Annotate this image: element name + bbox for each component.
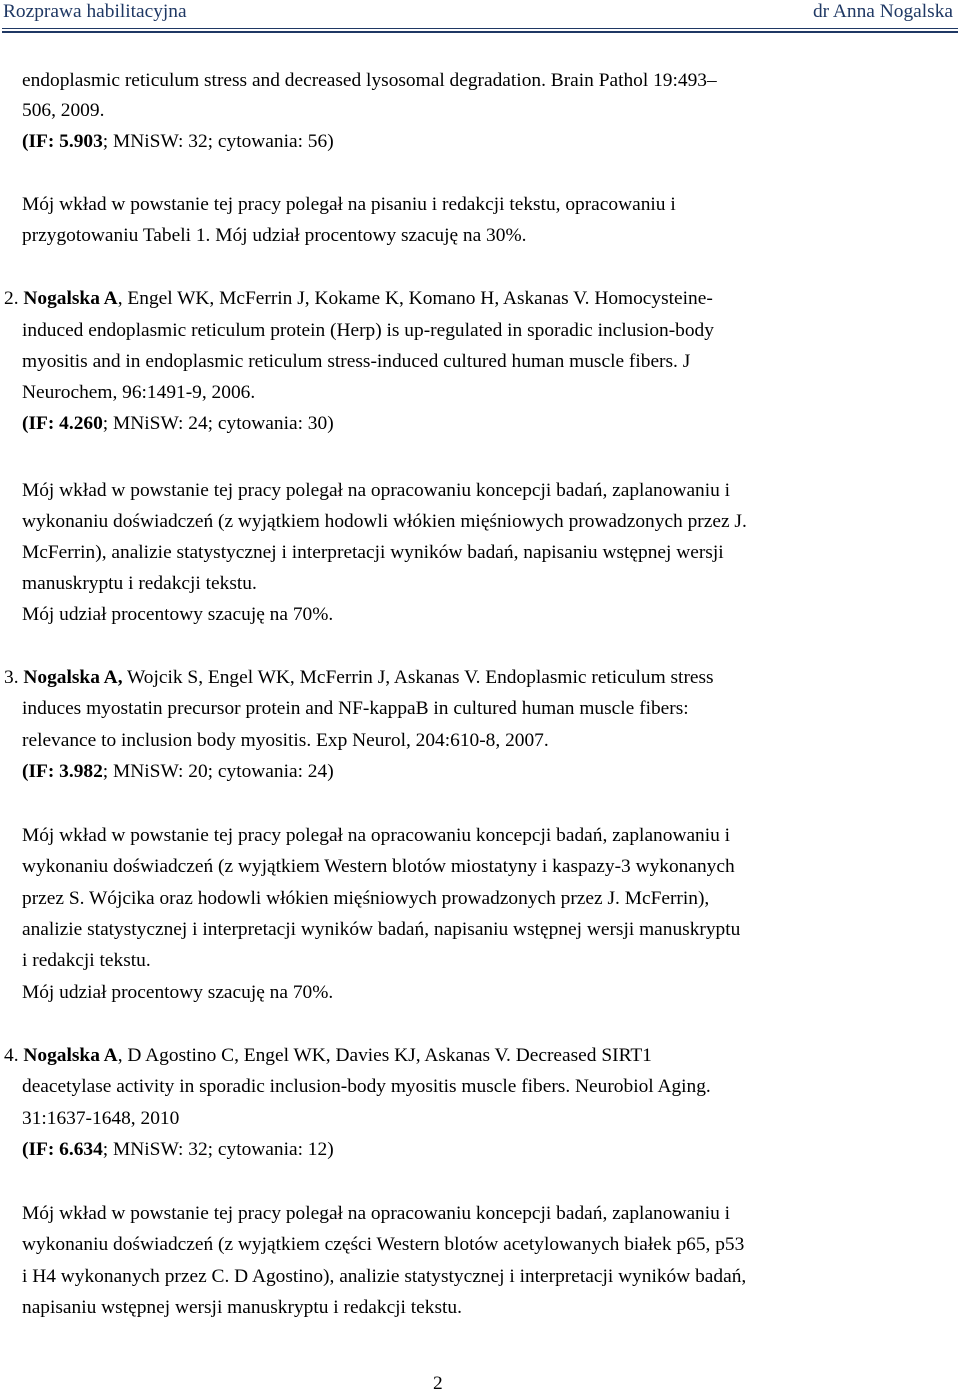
pub2-contribution-line: manuskryptu i redakcji tekstu. <box>22 573 257 594</box>
pub2-contribution-line: wykonaniu doświadczeń (z wyjątkiem hodowli włókien mięśniowych prowadzonych przez J. <box>22 511 747 532</box>
if-value: 903 <box>73 131 103 152</box>
metrics-rest: ; MNiSW: 32; cytowania: 56) <box>102 131 334 152</box>
pub3-contribution-line: Mój wkład w powstanie tej pracy polegał na opracowaniu koncepcji badań, zaplanowaniu i <box>22 825 731 846</box>
if-value: 634 <box>73 1139 103 1160</box>
pub4-citation-line: 31:1637-1648, 2010 <box>22 1108 180 1129</box>
running-header-author: dr Anna Nogalska <box>812 1 953 22</box>
header-rule-thick <box>2 31 958 33</box>
pub4-contribution-line: wykonaniu doświadczeń (z wyjątkiem części Western blotów acetylowanych białek p65, p53 <box>22 1234 745 1255</box>
pub3-contribution-line: i redakcji tekstu. <box>22 950 151 971</box>
pub-number: 2. <box>4 288 19 309</box>
pub3-share: Mój udział procentowy szacuję na 70%. <box>22 982 334 1003</box>
metrics-rest: ; MNiSW: 24; cytowania: 30) <box>102 413 334 434</box>
if-value: 260 <box>73 413 103 434</box>
pub2-citation-line: induced endoplasmic reticulum protein (Herp) is up-regulated in sporadic inclusion-body <box>22 320 714 341</box>
pub3-contribution-line: przez S. Wójcika oraz hodowli włókien mięśniowych prowadzonych przez J. McFerrin), <box>22 888 710 909</box>
pub3-citation-line: relevance to inclusion body myositis. Exp Neurol, 204:610-8, 2007. <box>22 730 549 751</box>
pub3-citation-line: induces myostatin precursor protein and NF-kappaB in cultured human muscle fibers: <box>22 698 689 719</box>
pub3-contribution-line: analizie statystycznej i interpretacji wyników badań, napisaniu wstępnej wersji manuskryptu <box>22 919 741 940</box>
pub4-contribution-line: Mój wkład w powstanie tej pracy polegał na opracowaniu koncepcji badań, zaplanowaniu i <box>22 1203 731 1224</box>
pub3-metrics <box>22 757 334 787</box>
pub2-contribution-line: Mój wkład w powstanie tej pracy polegał na opracowaniu koncepcji badań, zaplanowaniu i <box>22 480 731 501</box>
pub1-citation-line: 506, 2009. <box>22 100 105 121</box>
if-label: (IF: 4. <box>22 413 74 434</box>
pub1-citation-line: endoplasmic reticulum stress and decreased lysosomal degradation. Brain Pathol 19:493– <box>22 70 717 91</box>
running-header-title: Rozprawa habilitacyjna <box>3 1 187 22</box>
pub1-contribution-line: Mój wkład w powstanie tej pracy polegał na pisaniu i redakcji tekstu, opracowaniu i <box>22 194 676 215</box>
pub-citation-rest: Wojcik S, Engel WK, McFerrin J, Askanas V. Endoplasmic reticulum stress <box>122 667 714 688</box>
pub-citation-rest: , Engel WK, McFerrin J, Kokame K, Komano H, Askanas V. Homocysteine- <box>117 288 713 309</box>
if-label: (IF: 3. <box>22 761 74 782</box>
pub1-metrics <box>22 127 334 157</box>
pub4-contribution-line: i H4 wykonanych przez C. D Agostino), analizie statystycznej i interpretacji wyników badań, <box>22 1266 747 1287</box>
pub4-metrics <box>22 1135 334 1165</box>
pub-number: 3. <box>4 667 19 688</box>
page-number: 2 <box>433 1373 443 1394</box>
pub4-contribution-line: napisaniu wstępnej wersji manuskryptu i redakcji tekstu. <box>22 1297 462 1318</box>
pub2-contribution-line: McFerrin), analizie statystycznej i interpretacji wyników badań, napisaniu wstępnej wersji <box>22 542 724 563</box>
if-value: 982 <box>73 761 103 782</box>
pub2-share: Mój udział procentowy szacuję na 70%. <box>22 604 334 625</box>
pub-number: 4. <box>4 1045 19 1066</box>
header-rule <box>2 28 958 29</box>
pub2-citation-first-line <box>4 284 713 314</box>
pub2-citation-line: Neurochem, 96:1491-9, 2006. <box>22 382 256 403</box>
metrics-rest: ; MNiSW: 32; cytowania: 12) <box>102 1139 334 1160</box>
pub-citation-rest: , D Agostino C, Engel WK, Davies KJ, Askanas V. Decreased SIRT1 <box>117 1045 652 1066</box>
pub4-citation-line: deacetylase activity in sporadic inclusion-body myositis muscle fibers. Neurobiol Aging. <box>22 1076 711 1097</box>
pub-author-bold: Nogalska A, <box>23 667 123 688</box>
if-label: (IF: 6. <box>22 1139 74 1160</box>
pub-author-bold: Nogalska A <box>23 288 118 309</box>
pub3-contribution-line: wykonaniu doświadczeń (z wyjątkiem Western blotów miostatyny i kaspazy-3 wykonanych <box>22 856 735 877</box>
pub-author-bold: Nogalska A <box>23 1045 118 1066</box>
pub3-citation-first-line <box>4 663 714 693</box>
pub2-citation-line: myositis and in endoplasmic reticulum stress-induced cultured human muscle fibers. J <box>22 351 691 372</box>
if-label: (IF: 5. <box>22 131 74 152</box>
metrics-rest: ; MNiSW: 20; cytowania: 24) <box>102 761 334 782</box>
pub2-metrics <box>22 409 334 439</box>
pub1-contribution-line: przygotowaniu Tabeli 1. Mój udział procentowy szacuję na 30%. <box>22 225 527 246</box>
pub4-citation-first-line <box>4 1041 652 1071</box>
